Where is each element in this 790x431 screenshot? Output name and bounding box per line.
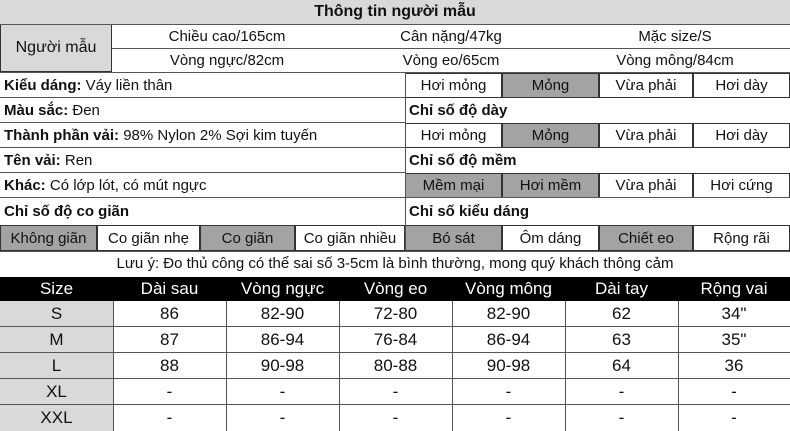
table-row-xl-sleeve: - xyxy=(618,382,625,401)
style-row xyxy=(0,73,405,98)
table-row-xl-back: - xyxy=(166,382,173,401)
fit-option-2: Chiết eo xyxy=(599,225,693,251)
table-row-m-bust: 86-94 xyxy=(260,330,305,349)
table-row-m-back: 87 xyxy=(160,330,179,349)
thickness-option-0: Hơi mỏng xyxy=(405,123,502,148)
table-row-m-hip: 86-94 xyxy=(486,330,531,349)
table-row-m-size: M xyxy=(49,330,64,349)
table-divider xyxy=(0,326,790,327)
stretch-title: Chỉ số độ co giãn xyxy=(4,203,130,220)
other-label: Khác: xyxy=(4,177,46,194)
table-row-xxl-back: - xyxy=(166,408,173,427)
fabric-composition-label: Thành phần vải: xyxy=(4,127,120,144)
size-header-shoulder: Rộng vai xyxy=(678,277,790,301)
size-header-size: Size xyxy=(0,277,113,301)
table-row-xxl-bust: - xyxy=(279,408,286,427)
table-row-l-size: L xyxy=(51,356,62,375)
size-header-waist: Vòng eo xyxy=(339,277,452,301)
model-info-title: Thông tin người mẫu xyxy=(0,0,790,24)
thin-option-3: Hơi dày xyxy=(693,73,790,98)
model-waist: Vòng eo/65cm xyxy=(402,51,500,69)
softness-option-0: Mềm mại xyxy=(405,173,502,198)
other-row xyxy=(0,173,405,198)
table-row-s-shoulder: 34" xyxy=(721,304,747,323)
thickness-option-2: Vừa phải xyxy=(599,123,693,148)
stretch-option-0: Không giãn xyxy=(0,225,97,251)
table-row-xl-size: XL xyxy=(46,382,67,401)
style-value: Váy liền thân xyxy=(85,77,173,94)
table-row-xxl-sleeve: - xyxy=(618,408,625,427)
thickness-option-3: Hơi dày xyxy=(693,123,790,148)
table-row-xxl-shoulder: - xyxy=(731,408,737,427)
model-bust: Vòng ngực/82cm xyxy=(169,51,285,69)
measurement-note: Lưu ý: Đo thủ công có thể sai số 3-5cm là bình thường, mong quý khách thông cảm xyxy=(116,255,674,272)
model-size: Mặc size/S xyxy=(638,27,712,45)
table-row-xl-waist: - xyxy=(392,382,399,401)
table-row-xl-hip: - xyxy=(505,382,512,401)
thin-option-1: Mỏng xyxy=(502,73,599,98)
thickness-option-1: Mỏng xyxy=(502,123,599,148)
table-row-xxl-size: XXL xyxy=(40,408,73,427)
size-header-hip: Vòng mông xyxy=(452,277,565,301)
table-row-l-sleeve: 64 xyxy=(612,356,631,375)
other-value: Có lớp lót, có mút ngực xyxy=(49,177,207,194)
stretch-option-2: Co giãn xyxy=(200,225,295,251)
table-row-xl-bust: - xyxy=(279,382,286,401)
thin-option-2: Vừa phải xyxy=(599,73,693,98)
table-divider xyxy=(0,352,790,353)
grid-line xyxy=(0,97,405,98)
softness-option-1: Hơi mềm xyxy=(502,173,599,198)
softness-option-2: Vừa phải xyxy=(599,173,693,198)
fabric-name-value: Ren xyxy=(64,152,93,169)
table-row-l-back: 88 xyxy=(160,356,179,375)
table-row-s-bust: 82-90 xyxy=(260,304,305,323)
table-divider xyxy=(226,301,227,431)
grid-line xyxy=(0,197,790,198)
grid-line xyxy=(0,72,790,73)
table-row-s-size: S xyxy=(50,304,63,323)
grid-line xyxy=(0,172,405,173)
table-row-m-shoulder: 35" xyxy=(721,330,747,349)
softness-option-3: Hơi cứng xyxy=(693,173,790,198)
fit-title: Chỉ số kiểu dáng xyxy=(409,203,530,220)
size-header-bust: Vòng ngực xyxy=(226,277,339,301)
stretch-option-3: Co giãn nhiều xyxy=(295,225,405,251)
fabric-name-label: Tên vải: xyxy=(4,152,61,169)
grid-line xyxy=(112,48,790,49)
size-table xyxy=(0,277,790,431)
table-row-m-sleeve: 63 xyxy=(612,330,631,349)
table-divider xyxy=(0,404,790,405)
table-divider xyxy=(678,301,679,431)
thickness-title: Chỉ số độ dày xyxy=(409,102,508,119)
table-divider xyxy=(0,378,790,379)
model-label: Người mẫu xyxy=(0,24,112,72)
model-weight: Cân nặng/47kg xyxy=(400,27,502,45)
grid-line xyxy=(0,147,405,148)
table-row-xl-shoulder: - xyxy=(731,382,737,401)
fabric-composition-row xyxy=(0,123,405,148)
table-row-l-bust: 90-98 xyxy=(260,356,305,375)
table-row-l-waist: 80-88 xyxy=(373,356,418,375)
size-header-back-length: Dài sau xyxy=(113,277,226,301)
grid-line xyxy=(0,24,790,25)
color-label: Màu sắc: xyxy=(4,102,69,119)
fit-option-1: Ôm dáng xyxy=(502,225,599,251)
table-row-l-shoulder: 36 xyxy=(724,356,744,375)
style-label: Kiểu dáng: xyxy=(4,77,82,94)
color-value: Đen xyxy=(72,102,100,119)
table-divider xyxy=(339,301,340,431)
fabric-name-row xyxy=(0,148,405,173)
color-row xyxy=(0,98,405,123)
fit-option-0: Bó sát xyxy=(405,225,502,251)
table-divider xyxy=(565,301,566,431)
table-row-s-waist: 72-80 xyxy=(373,304,418,323)
table-row-m-waist: 76-84 xyxy=(373,330,418,349)
table-divider xyxy=(452,301,453,431)
stretch-option-1: Co giãn nhẹ xyxy=(97,225,200,251)
table-row-xxl-hip: - xyxy=(505,408,512,427)
softness-title: Chỉ số độ mềm xyxy=(409,152,517,169)
table-row-s-back: 86 xyxy=(160,304,179,323)
fit-option-3: Rộng rãi xyxy=(693,225,790,251)
table-row-s-sleeve: 62 xyxy=(612,304,631,323)
thin-option-0: Hơi mỏng xyxy=(405,73,502,98)
grid-line xyxy=(0,122,405,123)
grid-line xyxy=(0,251,790,252)
table-row-l-hip: 90-98 xyxy=(486,356,531,375)
model-hip: Vòng mông/84cm xyxy=(616,51,734,69)
table-row-s-hip: 82-90 xyxy=(486,304,531,323)
size-header-sleeve: Dài tay xyxy=(565,277,678,301)
table-row-xxl-waist: - xyxy=(392,408,399,427)
fabric-composition-value: 98% Nylon 2% Sợi kim tuyến xyxy=(123,127,318,144)
table-divider xyxy=(113,301,114,431)
model-height: Chiều cao/165cm xyxy=(168,27,286,45)
grid-line xyxy=(405,72,406,251)
